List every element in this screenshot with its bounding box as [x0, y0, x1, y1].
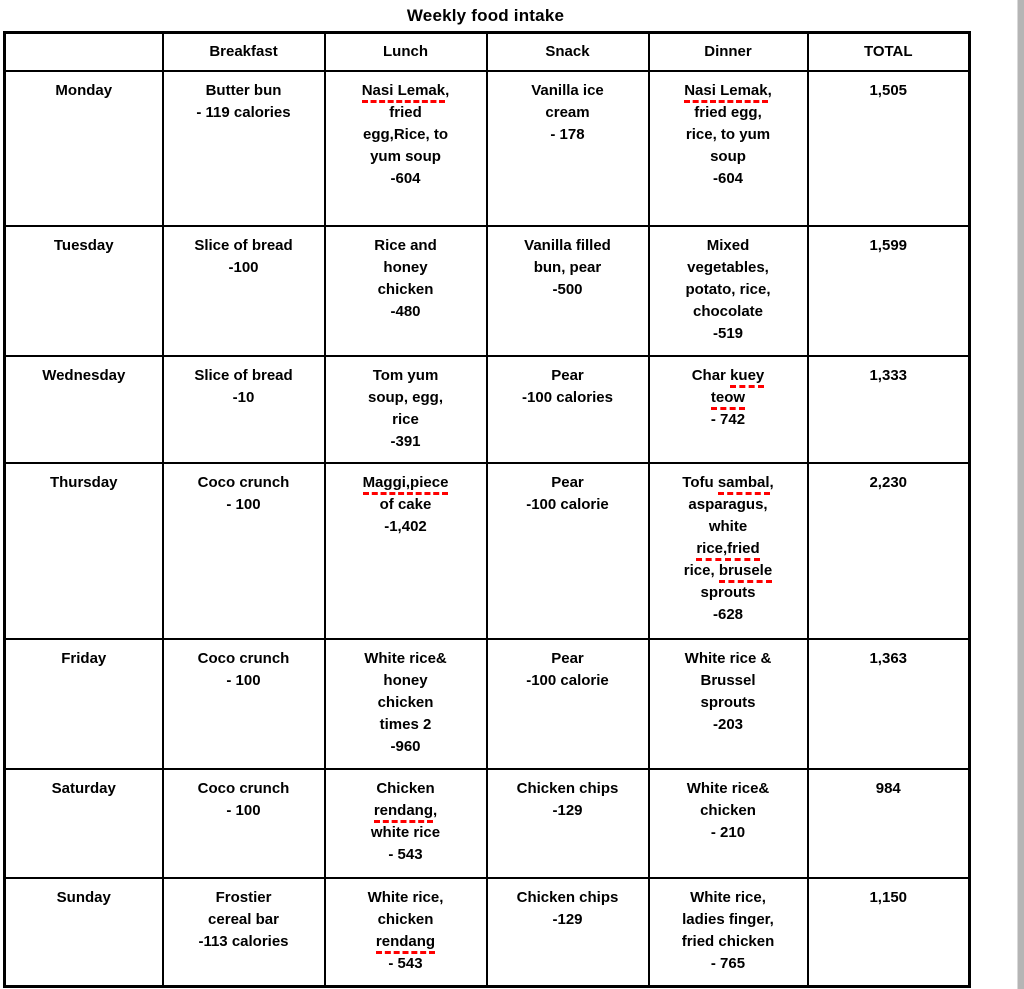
table-row-monday: [5, 71, 970, 226]
day-cell[interactable]: Wednesday: [5, 356, 163, 463]
snack-cell[interactable]: Vanilla filled bun, pear -500: [487, 226, 649, 356]
lunch-cell[interactable]: Nasi Lemak, fried egg,Rice, to yum soup -604: [325, 71, 487, 226]
table-row-wednesday: [5, 356, 970, 463]
dinner-cell[interactable]: White rice & Brussel sprouts -203: [649, 639, 808, 769]
snack-cell[interactable]: Chicken chips -129: [487, 769, 649, 878]
total-cell[interactable]: 1,599: [808, 226, 970, 356]
breakfast-cell[interactable]: Coco crunch - 100: [163, 463, 325, 639]
page-title[interactable]: Weekly food intake: [406, 6, 565, 25]
misspelled-word[interactable]: rice,fried: [696, 540, 759, 561]
breakfast-cell[interactable]: Frostier cereal bar -113 calories: [163, 878, 325, 987]
breakfast-cell[interactable]: Butter bun - 119 calories: [163, 71, 325, 226]
dinner-cell[interactable]: Char kuey teow - 742: [649, 356, 808, 463]
column-header-dinner[interactable]: Dinner: [649, 33, 808, 71]
total-cell[interactable]: 1,333: [808, 356, 970, 463]
misspelled-word[interactable]: sambal: [718, 474, 770, 495]
day-cell[interactable]: Monday: [5, 71, 163, 226]
snack-cell[interactable]: Chicken chips -129: [487, 878, 649, 987]
lunch-cell[interactable]: White rice& honey chicken times 2 -960: [325, 639, 487, 769]
dinner-cell[interactable]: Tofu sambal, asparagus, white rice,fried rice, brusele sprouts -628: [649, 463, 808, 639]
total-cell[interactable]: 984: [808, 769, 970, 878]
dinner-cell[interactable]: Mixed vegetables, potato, rice, chocolate -519: [649, 226, 808, 356]
misspelled-word[interactable]: rendang: [376, 933, 435, 954]
day-cell[interactable]: Saturday: [5, 769, 163, 878]
breakfast-cell[interactable]: Coco crunch - 100: [163, 639, 325, 769]
column-header-total[interactable]: TOTAL: [808, 33, 970, 71]
day-cell[interactable]: Friday: [5, 639, 163, 769]
column-header-snack[interactable]: Snack: [487, 33, 649, 71]
lunch-cell[interactable]: Maggi,piece of cake -1,402: [325, 463, 487, 639]
lunch-cell[interactable]: Rice and honey chicken -480: [325, 226, 487, 356]
breakfast-cell[interactable]: Coco crunch - 100: [163, 769, 325, 878]
table-row-thursday: [5, 463, 970, 639]
breakfast-cell[interactable]: Slice of bread -10: [163, 356, 325, 463]
scrollbar-strip[interactable]: [1017, 0, 1024, 989]
day-cell[interactable]: Tuesday: [5, 226, 163, 356]
misspelled-word[interactable]: Nasi Lemak: [362, 82, 445, 103]
lunch-cell[interactable]: Chicken rendang, white rice - 543: [325, 769, 487, 878]
lunch-cell[interactable]: Tom yum soup, egg, rice -391: [325, 356, 487, 463]
misspelled-word[interactable]: Nasi Lemak: [684, 82, 767, 103]
misspelled-word[interactable]: brusele: [719, 562, 772, 583]
table-row-friday: [5, 639, 970, 769]
snack-cell[interactable]: Pear -100 calorie: [487, 463, 649, 639]
table-row-saturday: [5, 769, 970, 878]
table-row-sunday: [5, 878, 970, 987]
column-header-breakfast[interactable]: Breakfast: [163, 33, 325, 71]
breakfast-cell[interactable]: Slice of bread -100: [163, 226, 325, 356]
header-row: [5, 33, 970, 71]
lunch-cell[interactable]: White rice, chicken rendang - 543: [325, 878, 487, 987]
table-body: [5, 71, 970, 987]
day-cell[interactable]: Sunday: [5, 878, 163, 987]
misspelled-word[interactable]: Maggi,piece: [363, 474, 449, 495]
misspelled-word[interactable]: teow: [711, 389, 745, 410]
total-cell[interactable]: 2,230: [808, 463, 970, 639]
total-cell[interactable]: 1,505: [808, 71, 970, 226]
dinner-cell[interactable]: White rice, ladies finger, fried chicken - 765: [649, 878, 808, 987]
weekly-food-table: [3, 31, 971, 988]
day-cell[interactable]: Thursday: [5, 463, 163, 639]
total-cell[interactable]: 1,150: [808, 878, 970, 987]
total-cell[interactable]: 1,363: [808, 639, 970, 769]
corner-cell[interactable]: [5, 33, 163, 71]
misspelled-word[interactable]: kuey: [730, 367, 764, 388]
table-row-tuesday: [5, 226, 970, 356]
snack-cell[interactable]: Vanilla ice cream - 178: [487, 71, 649, 226]
dinner-cell[interactable]: White rice& chicken - 210: [649, 769, 808, 878]
column-header-lunch[interactable]: Lunch: [325, 33, 487, 71]
misspelled-word[interactable]: rendang: [374, 802, 433, 823]
dinner-cell[interactable]: Nasi Lemak, fried egg, rice, to yum soup -604: [649, 71, 808, 226]
snack-cell[interactable]: Pear -100 calorie: [487, 639, 649, 769]
snack-cell[interactable]: Pear -100 calories: [487, 356, 649, 463]
